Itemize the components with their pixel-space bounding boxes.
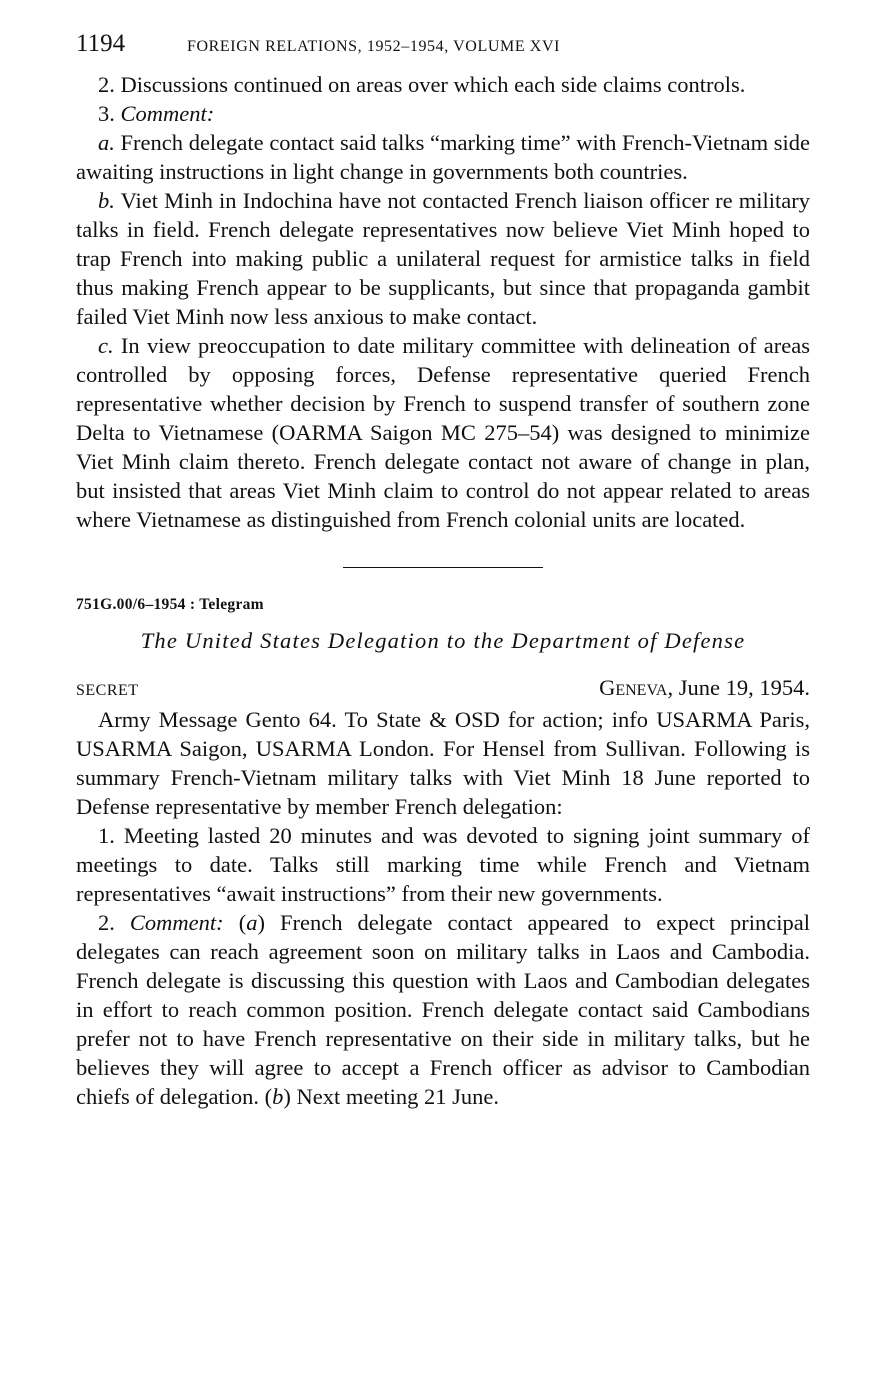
- item-label-c: c.: [98, 333, 114, 358]
- dateline-place: Geneva: [599, 675, 668, 700]
- section-divider: [343, 567, 543, 568]
- paren-open: (: [223, 910, 247, 935]
- item-letter-a: a: [246, 910, 258, 935]
- paragraph-number: 2.: [98, 910, 130, 935]
- dateline: [599, 673, 810, 702]
- item-label-a: a.: [98, 130, 115, 155]
- page-number: 1194: [76, 30, 126, 57]
- comment-label: Comment:: [120, 101, 215, 126]
- paragraph-number: 3.: [98, 101, 121, 126]
- item-text-c: In view preoccupation to date military committee with delineation of areas controlled by opposing forces, Defense representative queried French representative whether decision by French to suspend transfer of southern zone Delta to Vietnamese (OARMA Saigon MC 275–54) was designed to minimize Viet Minh claim thereto. French delegate contact not aware of change in plan, but insisted that areas Viet Minh claim to control do not appear related to areas where Vietnamese as distinguished from French colonial units are located.: [76, 333, 810, 532]
- document-page: [76, 30, 810, 1111]
- file-reference: 751G.00/6–1954 : Telegram: [76, 596, 264, 613]
- item-text-a: French delegate contact said talks “marking time” with French-Vietnam side awaiting instructions in light change in governments both countries.: [76, 130, 810, 184]
- document-heading: The United States Delegation to the Department of Defense: [140, 628, 746, 653]
- paragraph-b: [76, 186, 810, 331]
- item-label-b: b.: [98, 188, 115, 213]
- running-head: [76, 30, 810, 70]
- comment-text-a: ) French delegate contact appeared to expect principal delegates can reach agreement soon on military talks in Laos and Cambodia. French delegate is discussing this question with Laos and Cambodian delegates in effort to reach common position. French delegate contact said Cambodians prefer not to have French representative on their side in military talks, but he believes they will agree to accept a French officer as advisor to Cambodian chiefs of delegation. (: [76, 910, 811, 1109]
- running-title: FOREIGN RELATIONS, 1952–1954, VOLUME XVI: [187, 38, 561, 55]
- dateline-row: [76, 673, 810, 705]
- paragraph-c: [76, 331, 810, 534]
- classification-marking: SECRET: [76, 682, 139, 699]
- comment-text-b: ) Next meeting 21 June.: [283, 1084, 499, 1109]
- telegram-intro: Army Message Gento 64. To State & OSD for action; info USARMA Paris, USARMA Saigon, USARMA London. For Hensel from Sullivan. Following is summary French-Vietnam military talks with Viet Minh 18 June reported to Defense representative by member French delegation:: [76, 707, 810, 819]
- paragraph-3-comment: [76, 99, 810, 128]
- paragraph-2-discussions: 2. Discussions continued on areas over which each side claims controls.: [98, 72, 746, 97]
- dateline-date: , June 19, 1954.: [667, 675, 810, 700]
- paragraph-a: [76, 128, 810, 186]
- telegram-paragraph-1: 1. Meeting lasted 20 minutes and was devoted to signing joint summary of meetings to date. Talks still marking time while French and Vietnam representatives “await instructions” from their new governments.: [76, 823, 810, 906]
- item-text-b: Viet Minh in Indochina have not contacted French liaison officer re military talks in field. French delegate representatives now believe Viet Minh hoped to trap French into making public a unilateral request for armistice talks in field thus making French appear to be supplicants, but since that propaganda gambit failed Viet Minh now less anxious to make contact.: [76, 188, 810, 329]
- comment-label: Comment:: [129, 910, 224, 935]
- telegram-paragraph-2: [76, 908, 810, 1111]
- item-letter-b: b: [272, 1084, 284, 1109]
